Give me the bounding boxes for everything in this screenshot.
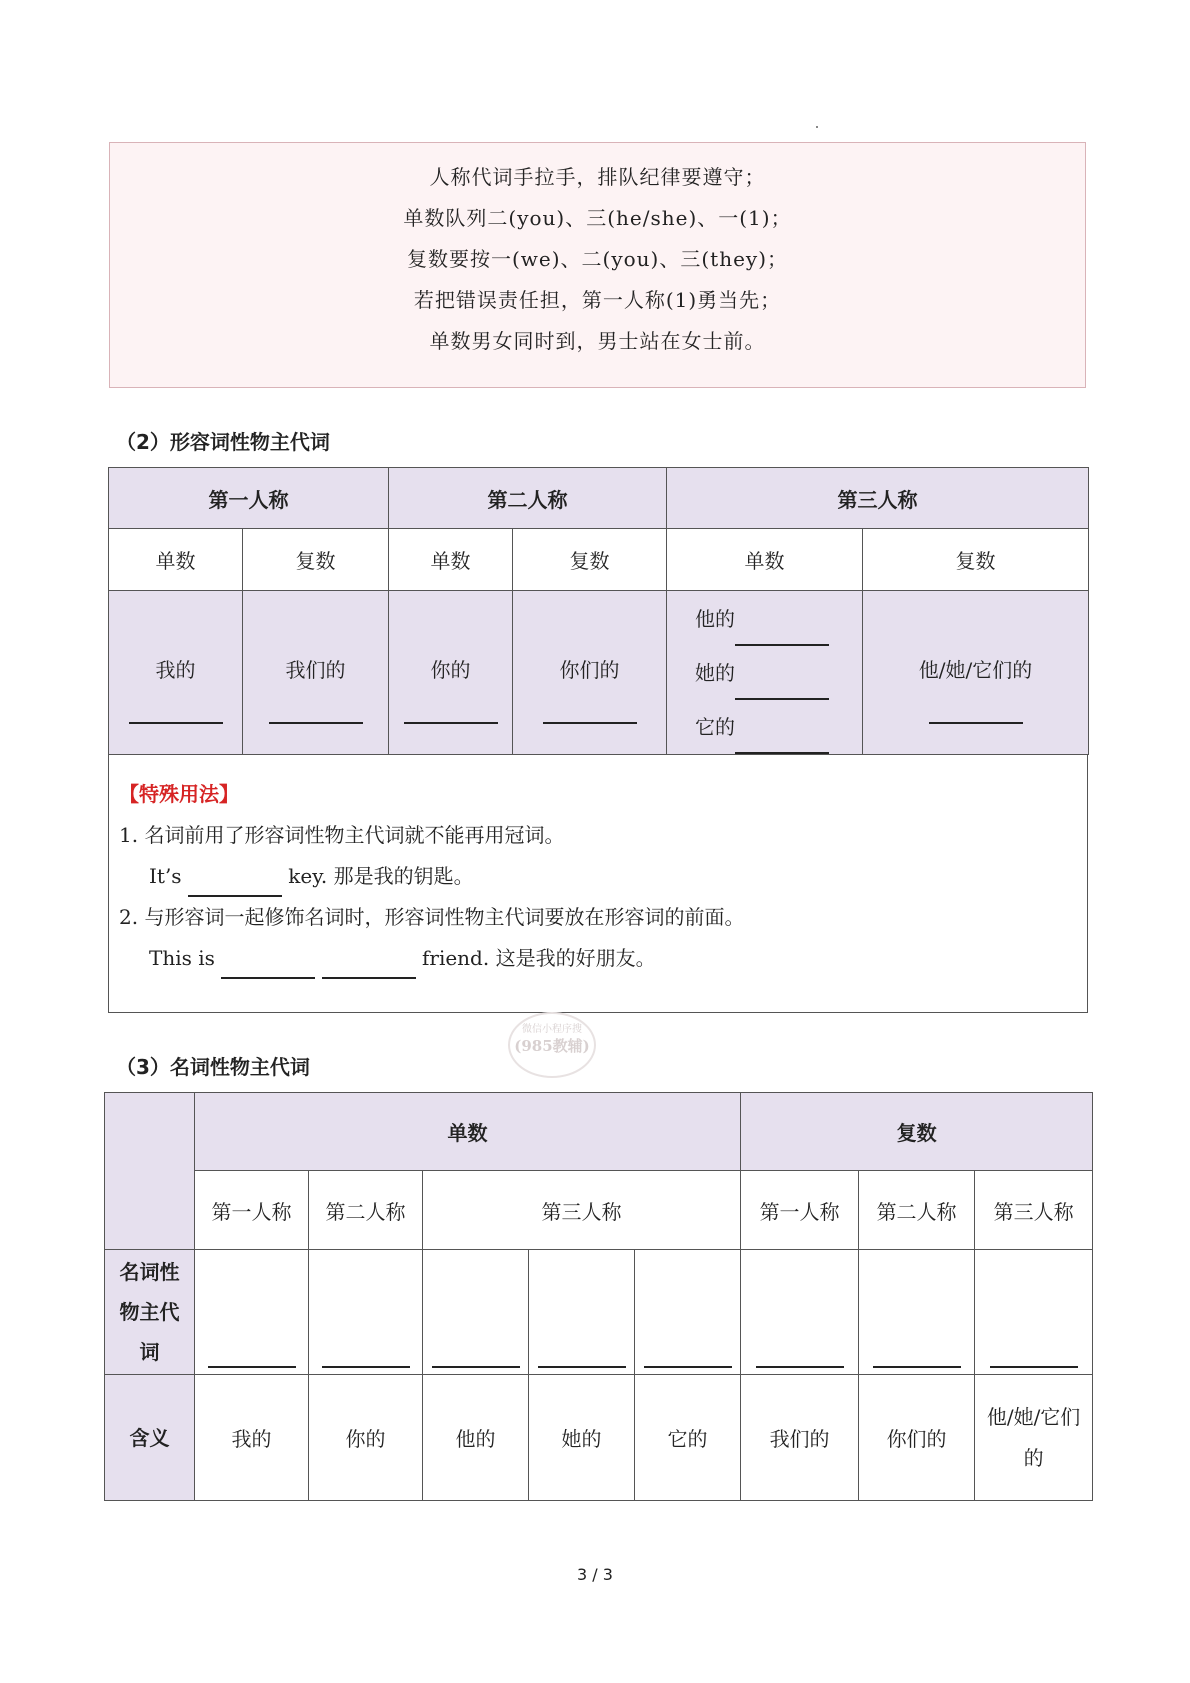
fill-blank[interactable]: [873, 1346, 961, 1368]
stray-dot: [816, 126, 818, 128]
rhyme-line: 单数队列二(you)、三(he/she)、一(1)；: [403, 206, 792, 230]
header-second-person: 第二人称: [389, 468, 667, 529]
cell-your: [389, 591, 513, 755]
row-label-noun-possessive: [105, 1250, 195, 1375]
row-label-meaning: 含义: [105, 1375, 195, 1501]
watermark-text: (985教辅): [514, 1037, 590, 1055]
answer-cell: [529, 1250, 635, 1375]
meaning-cell: 我的: [195, 1375, 309, 1501]
answer-cell: [975, 1250, 1093, 1375]
meaning-cell: 她的: [529, 1375, 635, 1501]
sub-plural: 复数: [243, 529, 389, 591]
fill-blank[interactable]: [538, 1346, 626, 1368]
cell-third-singular: [667, 591, 863, 755]
header-first-person: 第一人称: [109, 468, 389, 529]
fill-blank[interactable]: [543, 702, 637, 724]
corner-cell: [105, 1093, 195, 1250]
answer-cell: [309, 1250, 423, 1375]
meaning-cell: [975, 1375, 1093, 1501]
fill-blank[interactable]: [756, 1346, 844, 1368]
meaning-cell: 他的: [423, 1375, 529, 1501]
sub-plural: 复数: [863, 529, 1089, 591]
sub-singular: 单数: [667, 529, 863, 591]
sub-singular: 单数: [109, 529, 243, 591]
rhyme-box: [109, 142, 1086, 388]
special-usage-tag: 【特殊用法】: [119, 782, 239, 806]
cell-our: [243, 591, 389, 755]
row-label-line: 名词性: [119, 1260, 180, 1284]
answer-cell: [635, 1250, 741, 1375]
rhyme-line: 单数男女同时到，男士站在女士前。: [429, 329, 766, 353]
answer-cell: [741, 1250, 859, 1375]
example-text: key. 那是我的钥匙。: [288, 864, 474, 888]
rule-1: 1. 名词前用了形容词性物主代词就不能再用冠词。: [119, 823, 565, 847]
cell-label: 他/她/它们的: [918, 657, 1033, 682]
rhyme-line: 若把错误责任担，第一人称(1)勇当先；: [413, 288, 782, 312]
cell-label: 你们的: [559, 657, 620, 682]
fill-blank[interactable]: [929, 702, 1023, 724]
cell-my: [109, 591, 243, 755]
cell-label: 我们的: [285, 657, 346, 682]
example-text: friend. 这是我的好朋友。: [421, 946, 656, 970]
cell-your-plural: [513, 591, 667, 755]
person-cell: 第三人称: [975, 1171, 1093, 1250]
fill-blank[interactable]: [269, 702, 363, 724]
cell-label: 他的: [695, 606, 735, 631]
example-2: [119, 938, 1087, 979]
watermark-text: 微信小程序搜: [522, 1024, 582, 1035]
fill-blank[interactable]: [322, 1346, 410, 1368]
page-number: 3 / 3: [577, 1565, 613, 1584]
meaning-cell: 我们的: [741, 1375, 859, 1501]
meaning-line: 的: [1023, 1445, 1044, 1470]
watermark-stamp: [508, 1012, 596, 1078]
fill-blank[interactable]: [735, 624, 829, 646]
fill-blank[interactable]: [221, 957, 315, 979]
person-cell: 第二人称: [309, 1171, 423, 1250]
sub-plural: 复数: [513, 529, 667, 591]
cell-label: 你的: [430, 657, 471, 682]
person-cell: 第一人称: [741, 1171, 859, 1250]
fill-blank[interactable]: [735, 732, 829, 754]
person-cell: 第一人称: [195, 1171, 309, 1250]
fill-blank[interactable]: [208, 1346, 296, 1368]
fill-blank[interactable]: [990, 1346, 1078, 1368]
meaning-cell: 它的: [635, 1375, 741, 1501]
section-3-title: （3）名词性物主代词: [116, 1055, 310, 1079]
header-singular: 单数: [195, 1093, 741, 1171]
rhyme-line: 复数要按一(we)、二(you)、三(they)；: [406, 247, 789, 271]
cell-third-plural: [863, 591, 1089, 755]
example-text: It’s: [149, 864, 182, 888]
header-plural: 复数: [741, 1093, 1093, 1171]
meaning-cell: 你们的: [859, 1375, 975, 1501]
cell-label: 它的: [695, 714, 735, 739]
fill-blank[interactable]: [129, 702, 223, 724]
fill-blank[interactable]: [432, 1346, 520, 1368]
fill-blank[interactable]: [735, 678, 829, 700]
person-cell: 第三人称: [423, 1171, 741, 1250]
special-usage-box: [108, 755, 1088, 1013]
sub-singular: 单数: [389, 529, 513, 591]
answer-cell: [423, 1250, 529, 1375]
fill-blank[interactable]: [644, 1346, 732, 1368]
fill-blank[interactable]: [404, 702, 498, 724]
example-1: [119, 856, 1087, 897]
rhyme-line: 人称代词手拉手，排队纪律要遵守；: [429, 165, 766, 189]
person-cell: 第二人称: [859, 1171, 975, 1250]
cell-label: 她的: [695, 660, 735, 685]
answer-cell: [195, 1250, 309, 1375]
row-label-line: 词: [139, 1340, 160, 1364]
cell-label: 我的: [155, 657, 196, 682]
rule-2: 2. 与形容词一起修饰名词时，形容词性物主代词要放在形容词的前面。: [119, 905, 745, 929]
adjective-possessive-table: [108, 467, 1089, 755]
header-third-person: 第三人称: [667, 468, 1089, 529]
fill-blank[interactable]: [188, 875, 282, 897]
meaning-cell: 你的: [309, 1375, 423, 1501]
section-2-title: （2）形容词性物主代词: [116, 430, 330, 454]
fill-blank[interactable]: [322, 957, 416, 979]
example-text: This is: [149, 946, 215, 970]
row-label-line: 物主代: [119, 1300, 180, 1324]
noun-possessive-table: [104, 1092, 1093, 1501]
meaning-line: 他/她/它们: [986, 1404, 1081, 1429]
answer-cell: [859, 1250, 975, 1375]
